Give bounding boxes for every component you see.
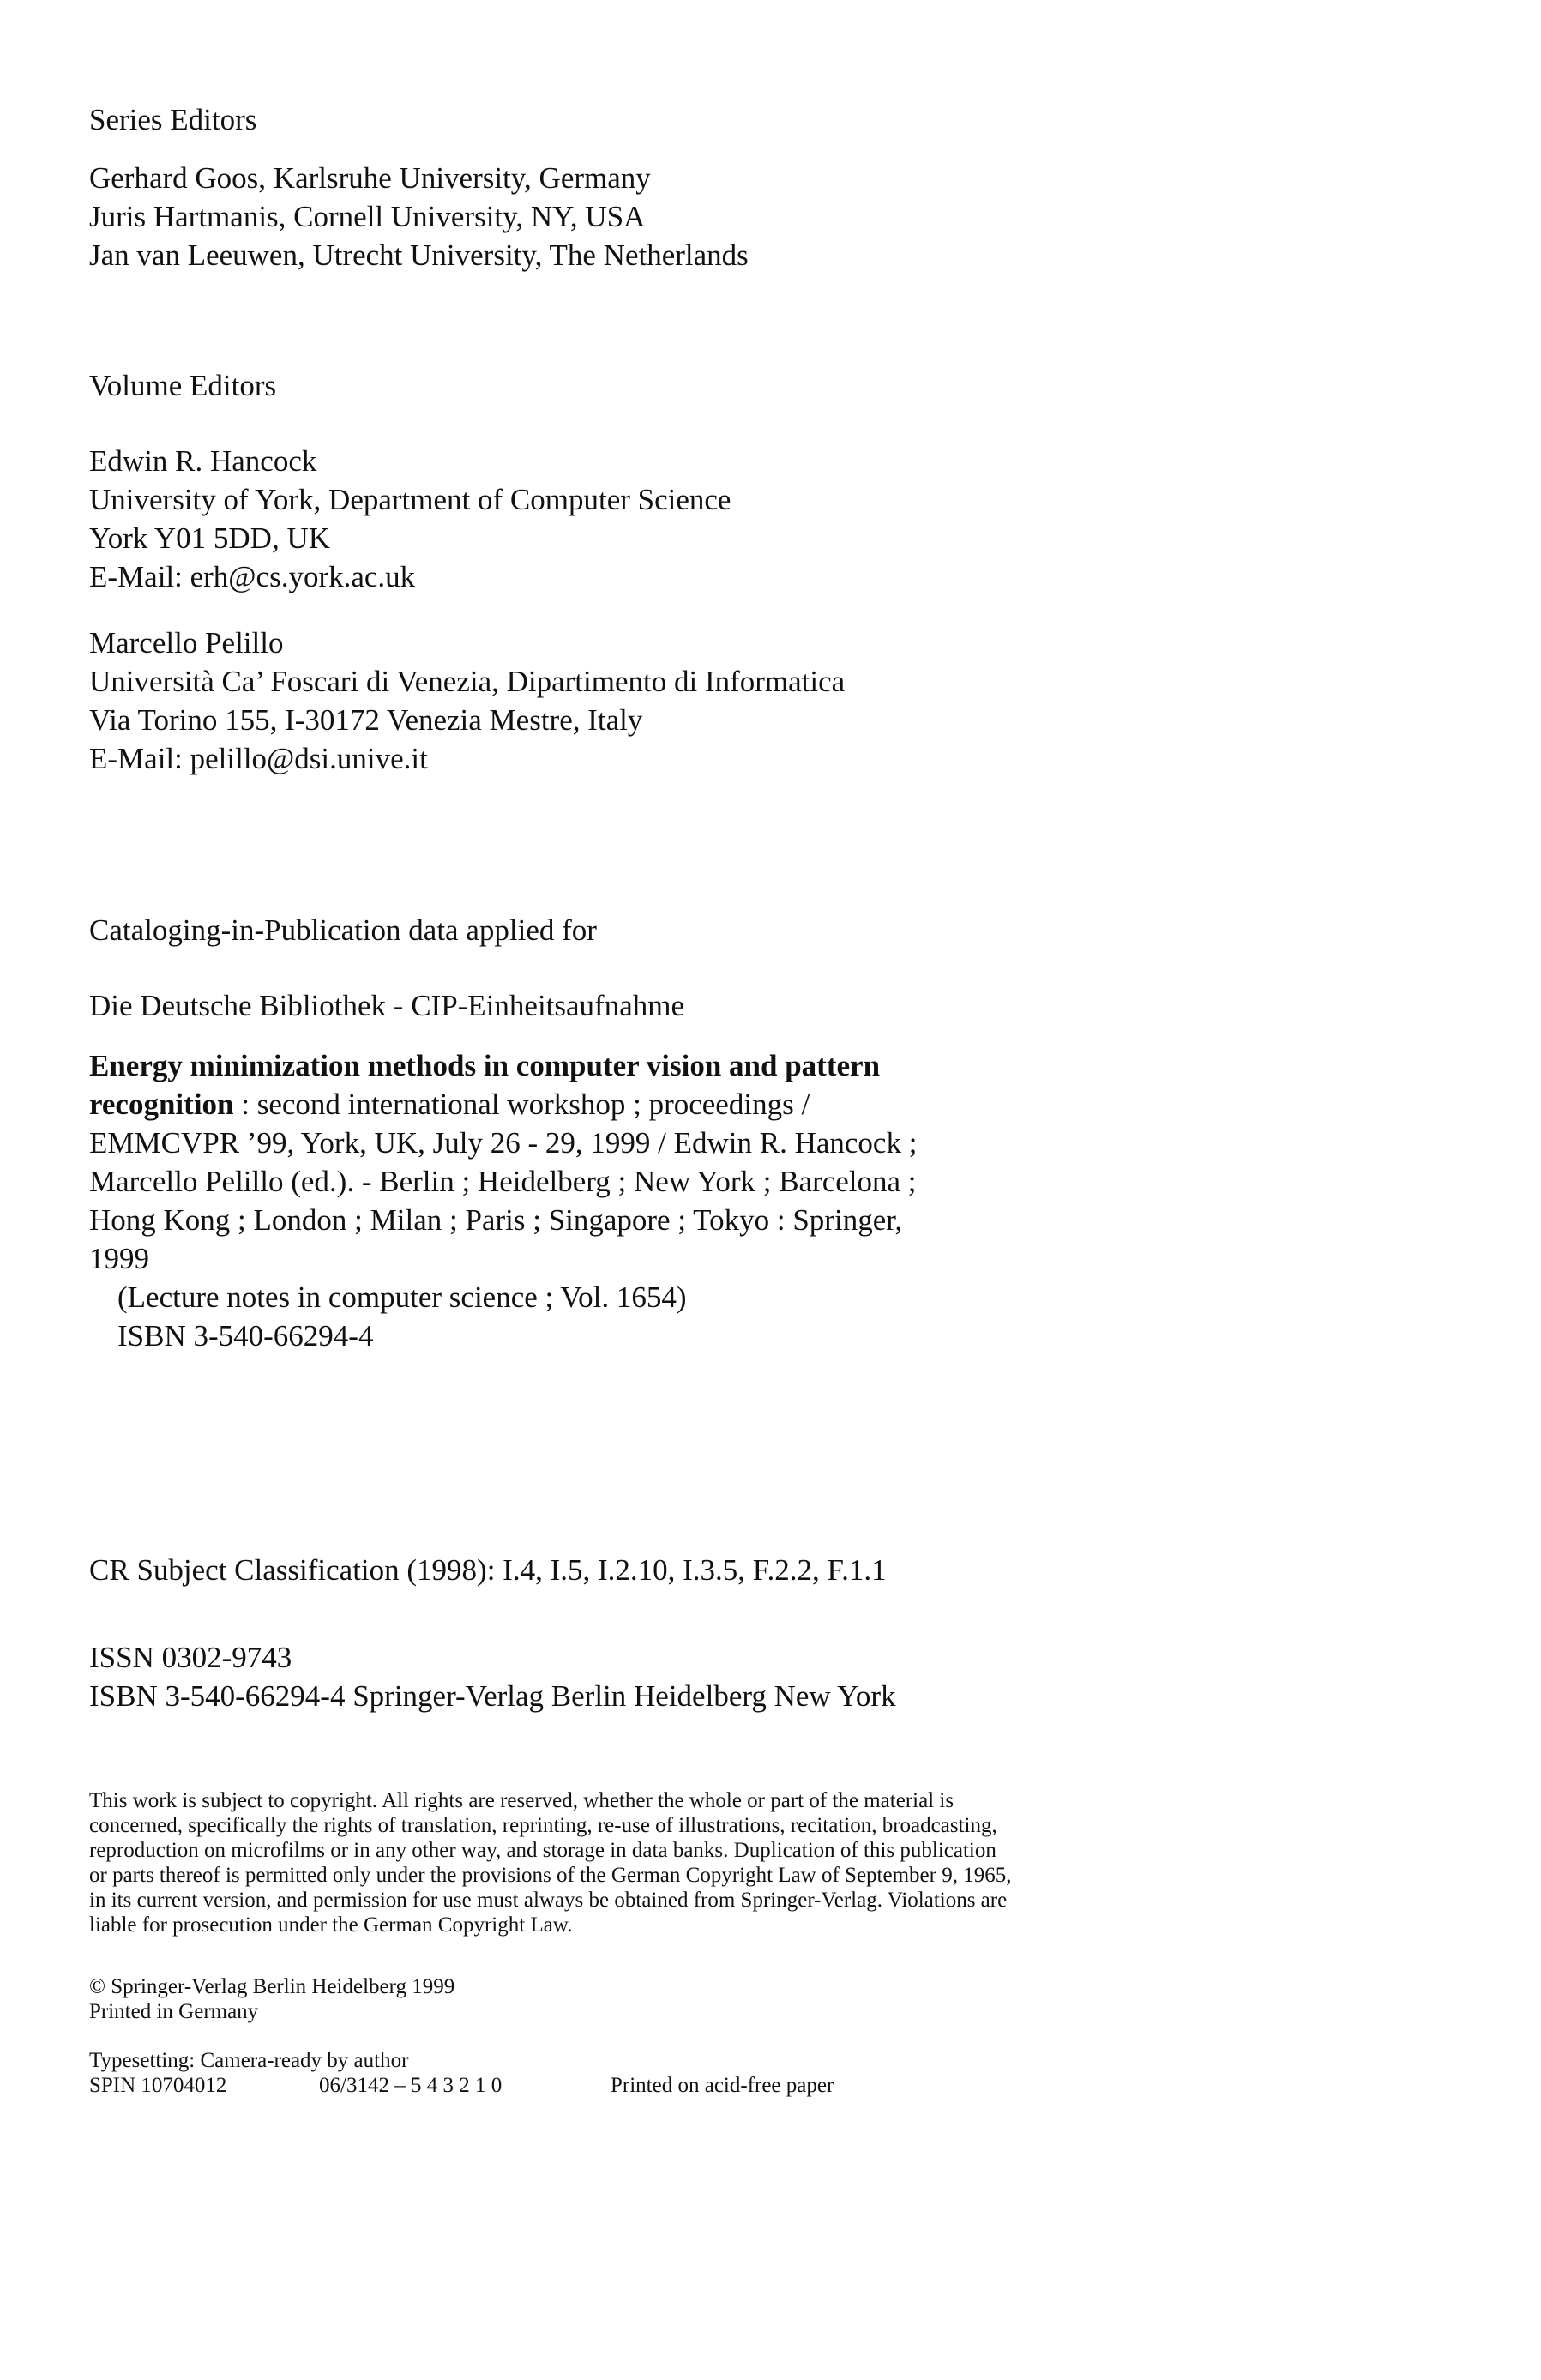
cip-isbn: ISBN 3-540-66294-4 — [117, 1319, 374, 1353]
issn-isbn — [89, 1638, 896, 1715]
book-title-cont: recognition — [89, 1088, 234, 1121]
copyright-line-block — [89, 1974, 454, 2024]
copyright-notice: This work is subject to copyright. All rights are reserved, whether the whole or part of the material is concerned, specifically the rights of translation, reprinting, re-use of illustrations, recitation, broadcasting, reproduction on microfilms or in any other way, and storage in data banks. Duplication of this publication or parts thereof is permitted only under the provisions of the German Copyright Law of September 9, 1965, in its current version, and permission for use must always be obtained from Springer-Verlag. Violations are liable for prosecution under the German Copyright Law. — [89, 1789, 1012, 1937]
volume-editor-pelillo: Marcello Pelillo Università Ca’ Foscari di Venezia, Dipartimento di Informatica Via Torino 155, I-30172 Venezia Mestre, Italy E-Mail: pelillo@dsi.unive.it — [89, 626, 846, 775]
printed-in: Printed in Germany — [89, 2000, 259, 2023]
cip-entry: Energy minimization methods in computer vision and pattern recognition : second international workshop ; proceedings / EMMCVPR ’99, York, UK, July 26 - 29, 1999 / Edwin R. Hancock ; Marcello Pelillo (ed.). - Berlin ; Heidelberg ; New York ; Barcelona ; Hong Kong ; London ; Milan ; Paris ; Singapore ; Tokyo : Springer, 1999 (Lecture notes in computer science ; Vol. 1654) ISBN 3-540-66294-4 — [89, 1046, 917, 1355]
issn: ISSN 0302-9743 — [89, 1641, 292, 1674]
cataloging-note: Cataloging-in-Publication data applied for — [89, 913, 597, 947]
spin-number: SPIN 10704012 — [89, 2074, 227, 2097]
library-name: Die Deutsche Bibliothek - CIP-Einheitsaufnahme — [89, 989, 685, 1022]
series-editor: Jan van Leeuwen, Utrecht University, The Netherlands — [89, 238, 749, 272]
cr-classification: CR Subject Classification (1998): I.4, I.5, I.2.10, I.3.5, F.2.2, F.1.1 — [89, 1553, 887, 1587]
series-editor: Juris Hartmanis, Cornell University, NY, USA — [89, 200, 646, 233]
typesetting: Typesetting: Camera-ready by author — [89, 2049, 409, 2072]
print-code: 06/3142 – 5 4 3 2 1 0 — [319, 2074, 503, 2097]
series-editors-heading: Series Editors — [89, 103, 257, 136]
book-title: Energy minimization methods in computer vision and pattern — [89, 1049, 881, 1082]
volume-editor-hancock: Edwin R. Hancock University of York, Department of Computer Science York Y01 5DD, UK E-Mail: erh@cs.york.ac.uk — [89, 444, 731, 593]
copyright-line: © Springer-Verlag Berlin Heidelberg 1999 — [89, 1975, 455, 1998]
volume-editors-heading: Volume Editors — [89, 369, 277, 402]
paper-note: Printed on acid-free paper — [611, 2074, 834, 2097]
series-editors-list — [89, 159, 749, 274]
print-codes — [89, 2073, 834, 2098]
series-note: (Lecture notes in computer science ; Vol. 1654) — [117, 1280, 687, 1314]
print-info — [89, 2048, 834, 2098]
isbn-publisher: ISBN 3-540-66294-4 Springer-Verlag Berlin Heidelberg New York — [89, 1679, 896, 1713]
series-editor: Gerhard Goos, Karlsruhe University, Germany — [89, 161, 651, 195]
